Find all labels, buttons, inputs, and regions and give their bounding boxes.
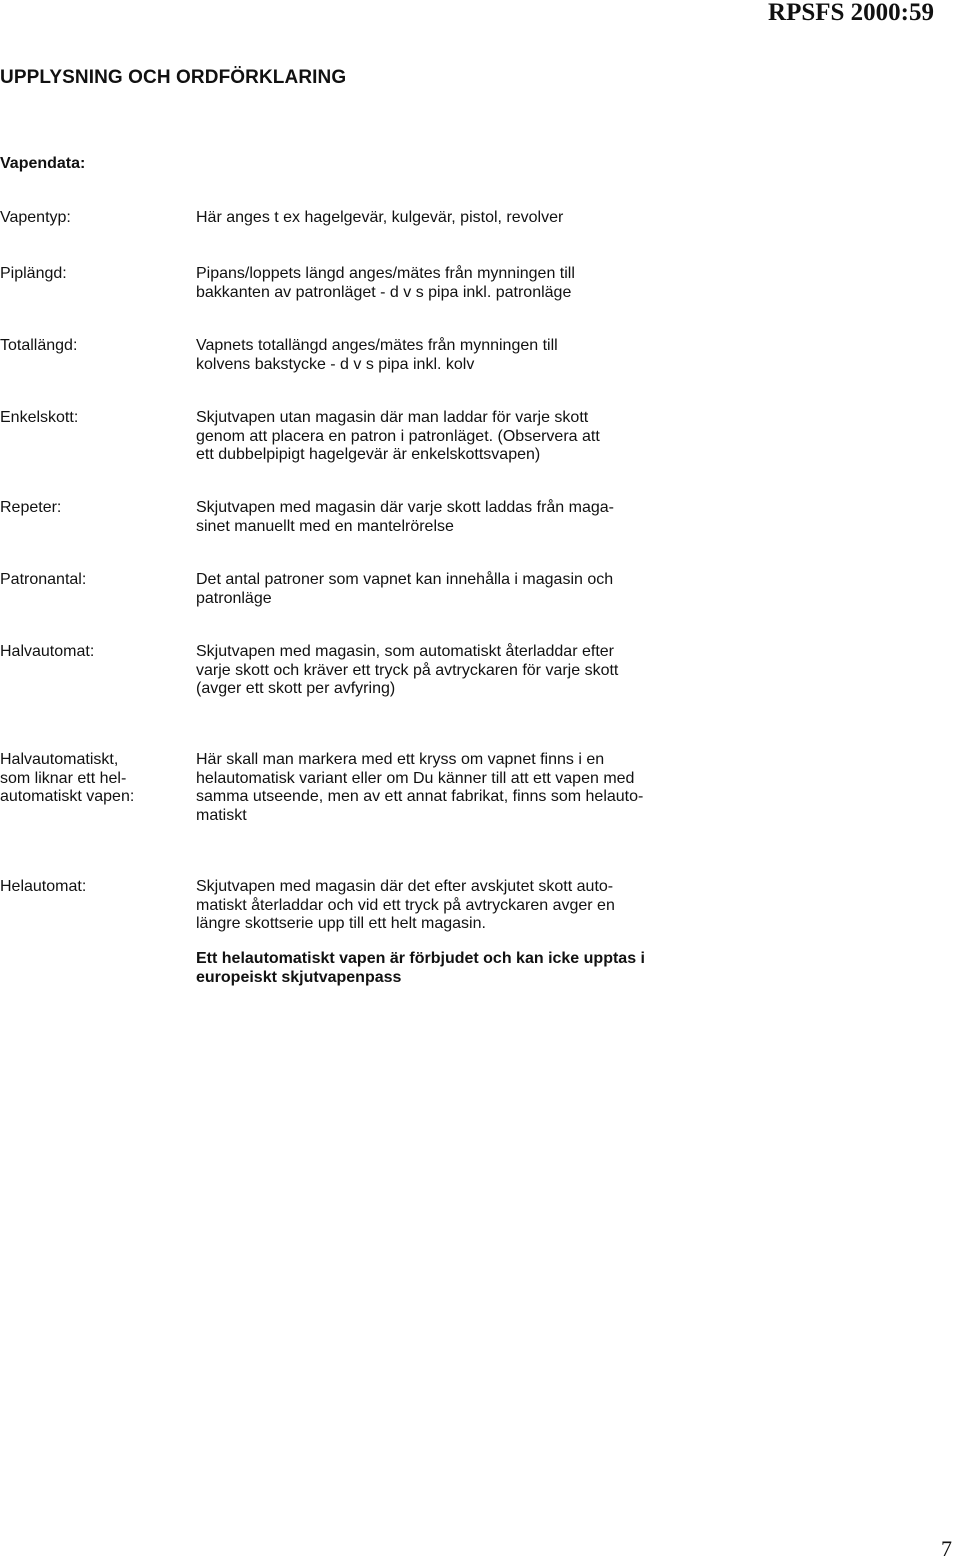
term-halvautomatiskt: Halvautomatiskt, som liknar ett hel- automatiskt vapen: [0,751,135,805]
definition-enkelskott: Skjutvapen utan magasin där man laddar för varje skott genom att placera en patron i patronläget. (Observera att ett dubbelpipigt hagelgevär är enkelskottsvapen) [196,409,600,463]
term-piplangd: Piplängd: [0,265,67,282]
term-halvautomat: Halvautomat: [0,643,95,660]
helautomat-prohibition-note: Ett helautomatiskt vapen är förbjudet och kan icke upptas i europeiskt skjutvapenpass [196,950,645,986]
term-repeter: Repeter: [0,499,62,516]
definition-halvautomatiskt: Här skall man markera med ett kryss om vapnet finns i en helautomatisk variant eller om Du känner till att ett vapen med samma utseende, men av ett annat fabrikat, finns som helauto- matiskt [196,751,644,824]
definition-helautomat: Skjutvapen med magasin där det efter avskjutet skott auto- matiskt återladdar och vid ett tryck på avtryckaren avger en längre skottserie upp till ett helt magasin. [196,878,615,932]
definition-piplangd: Pipans/loppets längd anges/mätes från mynningen till bakkanten av patronläget - d v s pipa inkl. patronläge [196,265,575,301]
term-patronantal: Patronantal: [0,571,87,588]
section-heading: Vapendata: [0,155,86,172]
definition-patronantal: Det antal patroner som vapnet kan innehålla i magasin och patronläge [196,571,614,607]
document-id: RPSFS 2000:59 [768,0,934,26]
page-title: UPPLYSNING OCH ORDFÖRKLARING [0,67,347,88]
term-enkelskott: Enkelskott: [0,409,79,426]
page-number: 7 [941,1536,952,1561]
term-totallangd: Totallängd: [0,337,78,354]
definition-vapentyp: Här anges t ex hagelgevär, kulgevär, pistol, revolver [196,209,564,226]
definition-totallangd: Vapnets totallängd anges/mätes från mynningen till kolvens bakstycke - d v s pipa inkl. kolv [196,337,558,373]
term-vapentyp: Vapentyp: [0,209,71,226]
definition-halvautomat: Skjutvapen med magasin, som automatiskt återladdar efter varje skott och kräver ett tryck på avtryckaren för varje skott (avger ett skott per avfyring) [196,643,619,697]
definition-repeter: Skjutvapen med magasin där varje skott laddas från maga- sinet manuellt med en mantelrörelse [196,499,614,535]
term-helautomat: Helautomat: [0,878,87,895]
